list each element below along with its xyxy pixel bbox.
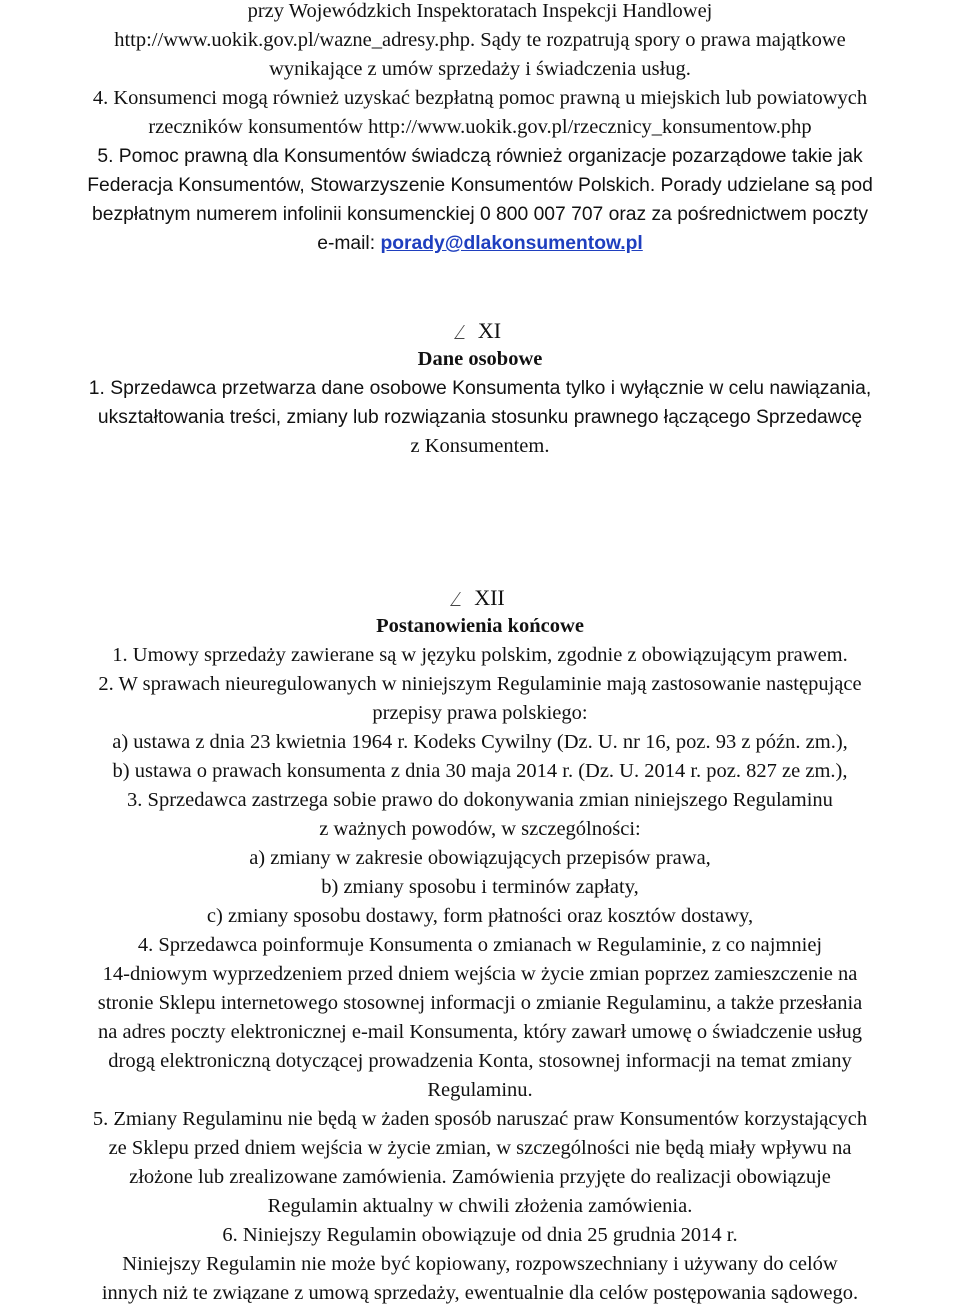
text-line: Regulamin aktualny w chwili złożenia zamówienia.	[267, 1195, 693, 1217]
text-line: 1. Sprzedawca przetwarza dane osobowe Konsumenta tylko i wyłącznie w celu nawiązania,	[88, 378, 872, 399]
text-line: http://www.uokik.gov.pl/wazne_adresy.php. Sądy te rozpatrują spory o prawa majątkowe	[114, 29, 846, 51]
email-line	[0, 229, 960, 258]
text-line: 1. Umowy sprzedaży zawierane są w języku polskim, zgodnie z obowiązującym prawem.	[112, 644, 848, 666]
text-line: innych niż te związane z umową sprzedaży, ewentualnie dla celów postępowania sądowego.	[101, 1282, 859, 1304]
text-line: a) ustawa z dnia 23 kwietnia 1964 r. Kodeks Cywilny (Dz. U. nr 16, poz. 93 z późn. zm.),	[112, 731, 848, 753]
text-line: Federacja Konsumentów, Stowarzyszenie Konsumentów Polskich. Porady udzielane są pod	[87, 175, 873, 196]
text-line: drogą elektroniczną dotyczącej prowadzenia Konta, stosownej informacji na temat zmiany	[108, 1050, 852, 1072]
text-line: Niniejszy Regulamin nie może być kopiowany, rozpowszechniany i używany do celów	[122, 1253, 838, 1275]
text-line: 4. Konsumenci mogą również uzyskać bezpłatną pomoc prawną u miejskich lub powiatowych	[92, 87, 868, 109]
text-line: rzeczników konsumentów http://www.uokik.gov.pl/rzecznicy_konsumentow.php	[148, 116, 812, 138]
text-line: 5. Pomoc prawną dla Konsumentów świadczą również organizacje pozarządowe takie jak	[97, 146, 863, 167]
text-line: 14-dniowym wyprzedzeniem przed dniem wejścia w życie zmian poprzez zamieszczenie na	[102, 963, 858, 985]
email-label: e-mail:	[317, 233, 381, 254]
text-line: a) zmiany w zakresie obowiązujących przepisów prawa,	[249, 847, 711, 869]
text-line: c) zmiany sposobu dostawy, form płatności oraz kosztów dostawy,	[206, 905, 754, 927]
text-line: wynikające z umów sprzedaży i świadczenia usług.	[269, 58, 691, 80]
text-line: 6. Niniejszy Regulamin obowiązuje od dnia 25 grudnia 2014 r.	[222, 1224, 738, 1246]
text-line: 3. Sprzedawca zastrzega sobie prawo do dokonywania zmian niniejszego Regulaminu	[127, 789, 833, 811]
section-number: XI	[0, 316, 960, 345]
text-line: 5. Zmiany Regulaminu nie będą w żaden sposób naruszać praw Konsumentów korzystających	[92, 1108, 868, 1130]
text-line: Regulaminu.	[427, 1079, 533, 1101]
paragraph-mark-icon	[450, 592, 470, 606]
text-line: b) zmiany sposobu i terminów zapłaty,	[321, 876, 639, 898]
text-line: z Konsumentem.	[410, 435, 550, 457]
text-line: ukształtowania treści, zmiany lub rozwiązania stosunku prawnego łączącego Sprzedawcę	[97, 407, 863, 428]
text-line: przy Wojewódzkich Inspektoratach Inspekcji Handlowej	[247, 0, 713, 22]
paragraph-mark-icon	[454, 325, 474, 339]
section-number: XII	[0, 583, 960, 612]
section-title: Postanowienia końcowe	[376, 615, 584, 637]
text-line: ze Sklepu przed dniem wejścia w życie zmian, w szczególności nie będą miały wpływu na	[108, 1137, 852, 1159]
text-line: bezpłatnym numerem infolinii konsumenckiej 0 800 007 707 oraz za pośrednictwem poczty	[92, 204, 868, 225]
text-line: stronie Sklepu internetowego stosownej informacji o zmianie Regulaminu, a także przesłania	[97, 992, 863, 1014]
text-line: na adres poczty elektronicznej e-mail Konsumenta, który zawarł umowę o świadczenie usług	[98, 1021, 862, 1043]
email-link[interactable]: porady@dlakonsumentow.pl	[380, 233, 643, 254]
text-line: 4. Sprzedawca poinformuje Konsumenta o zmianach w Regulaminie, z co najmniej	[137, 934, 823, 956]
text-line: z ważnych powodów, w szczególności:	[319, 818, 641, 840]
text-line: b) ustawa o prawach konsumenta z dnia 30 maja 2014 r. (Dz. U. 2014 r. poz. 827 ze zm.),	[112, 760, 848, 782]
text-line: 2. W sprawach nieuregulowanych w niniejszym Regulaminie mają zastosowanie następujące	[98, 673, 862, 695]
section-title: Dane osobowe	[417, 348, 543, 370]
text-line: złożone lub zrealizowane zamówienia. Zamówienia przyjęte do realizacji obowiązuje	[129, 1166, 831, 1188]
text-line: przepisy prawa polskiego:	[372, 702, 588, 724]
